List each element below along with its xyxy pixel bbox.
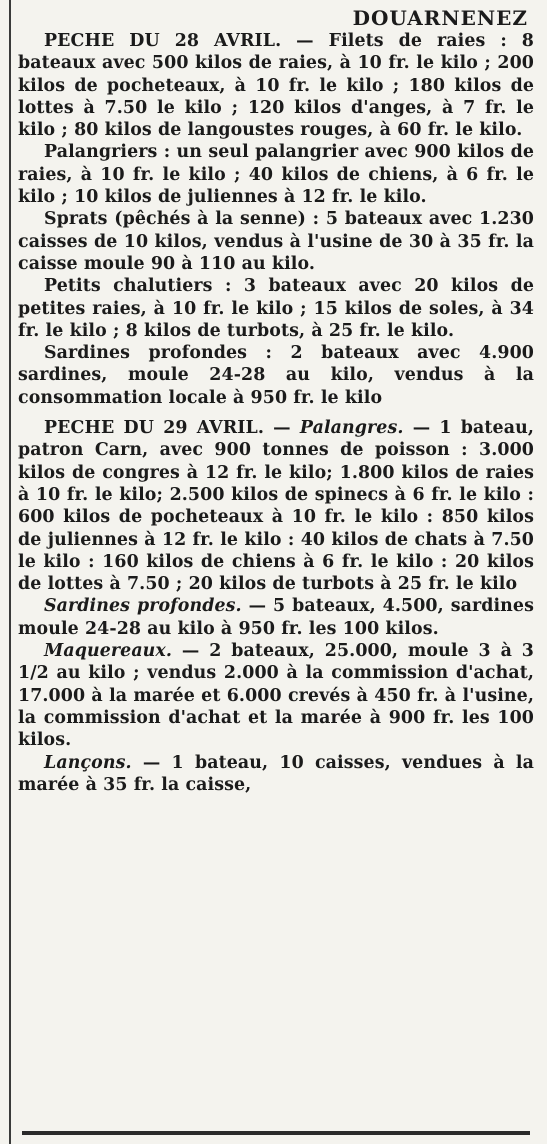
column-rule xyxy=(9,0,11,1144)
paragraph-text: Filets de raies : 8 bateaux avec 500 kilos de raies, à 10 fr. le kilo ; 200 kilos de pocheteaux, à 10 fr. le kilo ; 180 kilos de lottes à 7.50 le kilo ; 120 kilos d'anges, à 7 fr. le kilo ; 80 kilos de langoustes rouges, à 60 fr. le kilo. xyxy=(18,31,534,141)
paragraph-peche-29-avril xyxy=(18,417,534,595)
paragraph-peche-28-avril xyxy=(18,30,534,141)
category-label: Sardines profondes. xyxy=(44,596,242,617)
paragraph-text: Palangriers : un seul palangrier avec 900 kilos de raies, à 10 fr. le kilo ; 40 kilos de chiens, à 6 fr. le kilo ; 10 kilos de juliennes à 12 fr. le kilo. xyxy=(18,142,534,208)
article xyxy=(18,6,534,796)
section-heading: PECHE DU 28 AVRIL. xyxy=(44,31,282,51)
paragraph-text: Sardines profondes : 2 bateaux avec 4.900 sardines, moule 24-28 au kilo, vendus à la consommation locale à 950 fr. le kilo xyxy=(18,343,534,408)
paragraph-text: — 1 bateau, patron Carn, avec 900 tonnes de poisson : 3.000 kilos de congres à 12 fr. le kilo; 1.800 kilos de raies à 10 fr. le kilo; 2.500 kilos de spinecs à 6 fr. le kilo : 600 kilos de pocheteaux à 10 fr. le kilo : 850 kilos de juliennes à 12 fr. le kilo : 40 kilos de chats à 7.50 le kilo : 160 kilos de chiens à 6 fr. le kilo : 20 kilos de lottes à 7.50 ; 20 kilos de turbots à 25 fr. le kilo xyxy=(18,418,534,595)
paragraph-text: — 1 bateau, 10 caisses, vendues à la marée à 35 fr. la caisse, xyxy=(18,752,534,795)
paragraph-maquereaux xyxy=(18,640,534,751)
paragraph-palangriers xyxy=(18,141,534,208)
paragraph-petits-chalutiers xyxy=(18,275,534,342)
category-label: Maquereaux. xyxy=(44,641,173,662)
paragraph-sprats xyxy=(18,208,534,275)
paragraph-text: — 2 bateaux, 25.000, moule 3 à 3 1/2 au kilo ; vendus 2.000 à la commission d'achat, 17.000 à la marée et 6.000 crevés à 450 fr. à l'usine, la commission d'achat et la marée à 900 fr. les 100 kilos. xyxy=(18,641,534,751)
dash: — xyxy=(263,418,300,439)
category-label: Palangres. xyxy=(299,418,404,439)
section-heading: PECHE DU 29 AVRIL. xyxy=(44,418,264,439)
paragraph-text: Petits chalutiers : 3 bateaux avec 20 kilos de petites raies, à 10 fr. le kilo ; 15 kilos de soles, à 34 fr. le kilo ; 8 kilos de turbots, à 25 fr. le kilo. xyxy=(18,276,534,341)
category-label: Lançons. xyxy=(44,752,132,773)
paragraph-text: — 5 bateaux, 4.500, sardines moule 24-28 au kilo à 950 fr. les 100 kilos. xyxy=(18,596,534,639)
paragraph-text: Sprats (pêchés à la senne) : 5 bateaux avec 1.230 caisses de 10 kilos, vendus à l'usine de 30 à 35 fr. la caisse moule 90 à 110 au kilo. xyxy=(18,209,534,274)
paragraph-sardines-profondes xyxy=(18,342,534,409)
article-title: DOUARNENEZ xyxy=(352,6,528,30)
paragraph-lancons xyxy=(18,752,534,797)
dash: — xyxy=(281,31,329,51)
paragraph-sardines-profondes-2 xyxy=(18,595,534,640)
bottom-rule xyxy=(22,1131,530,1135)
